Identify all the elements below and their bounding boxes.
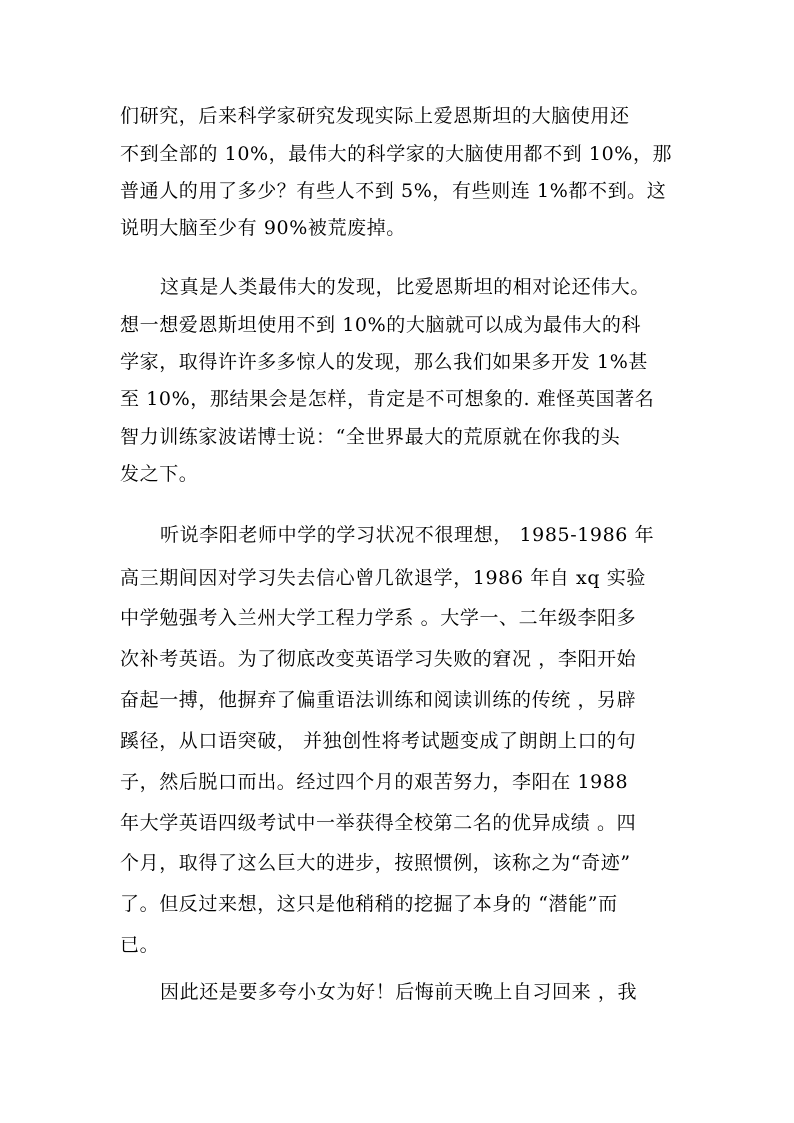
text-line: 中学勉强考入兰州大学工程力学系 。大学一、二年级李阳多 xyxy=(120,607,637,629)
text-line: 说明大脑至少有 90%被荒废掉。 xyxy=(120,217,406,239)
text-line: 高三期间因对学习失去信心曾几欲退学，1986 年自 xq 实验 xyxy=(120,567,646,589)
text-line: 智力训练家波诺博士说：“全世界最大的荒原就在你我的头 xyxy=(120,426,621,448)
text-line: 学家，取得许许多多惊人的发现，那么我们如果多开发 1%甚 xyxy=(120,351,648,373)
text-line: 蹊径，从口语突破， 并独创性将考试题变成了朗朗上口的句 xyxy=(120,730,637,752)
paragraph-first-line: 听说李阳老师中学的学习状况不很理想， 1985-1986 年 xyxy=(160,524,655,546)
text-line: 想一想爱恩斯坦使用不到 10%的大脑就可以成为最伟大的科 xyxy=(120,314,642,336)
text-line: 子，然后脱口而出。经过四个月的艰苦努力，李阳在 1988 xyxy=(120,771,629,793)
text-line: 发之下。 xyxy=(120,463,199,485)
paragraph-first-line: 因此还是要多夸小女为好！后悔前天晚上自习回来 ，我 xyxy=(160,981,638,1003)
text-line: 了。但反过来想，这只是他稍稍的挖掘了本身的 “潜能”而 xyxy=(120,893,618,915)
text-line: 普通人的用了多少？有些人不到 5%，有些则连 1%都不到。这 xyxy=(120,180,667,202)
paragraph-first-line: 这真是人类最伟大的发现，比爱恩斯坦的相对论还伟大。 xyxy=(160,276,651,298)
text-line: 次补考英语。为了彻底改变英语学习失败的窘况 ，李阳开始 xyxy=(120,648,637,670)
text-line: 个月，取得了这么巨大的进步，按照惯例，该称之为“奇迹” xyxy=(120,852,631,874)
text-line: 已。 xyxy=(120,934,160,956)
text-line: 年大学英语四级考试中一举获得全校第二名的优异成绩 。四 xyxy=(120,812,637,834)
text-line: 奋起一搏，他摒弃了偏重语法训练和阅读训练的传统 ，另辟 xyxy=(120,689,637,711)
text-line: 们研究，后来科学家研究发现实际上爱恩斯坦的大脑使用还 xyxy=(120,105,630,127)
text-line: 至 10%，那结果会是怎样，肯定是不可想象的. 难怪英国著名 xyxy=(120,388,655,410)
text-line: 不到全部的 10%，最伟大的科学家的大脑使用都不到 10%，那 xyxy=(120,143,673,165)
